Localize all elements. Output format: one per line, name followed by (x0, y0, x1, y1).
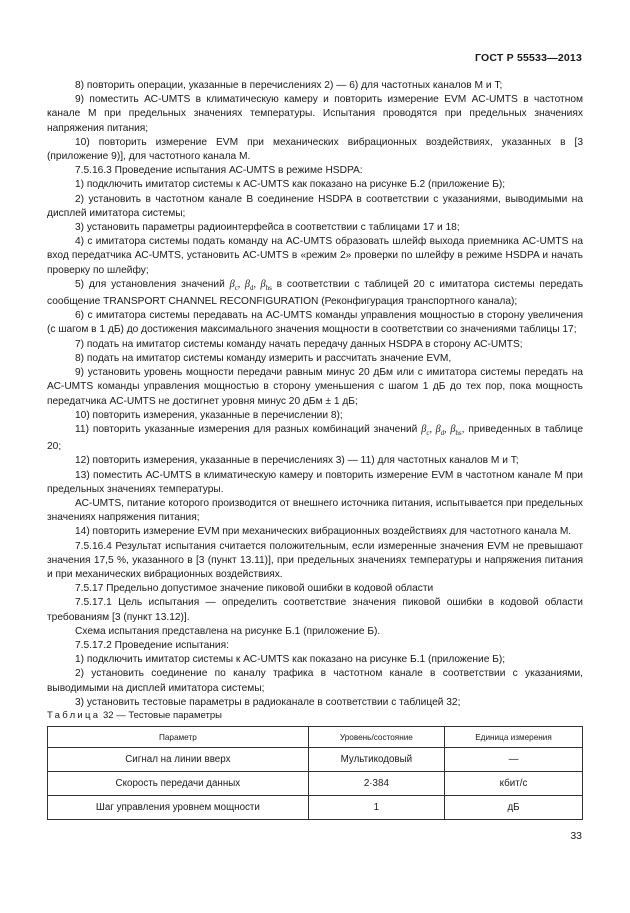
paragraph: 8) подать на имитатор системы команду измерить и рассчитать значение EVM, (75, 352, 452, 364)
paragraph: 1) подключить имитатор системы к АС-UMTS как показано на рисунке Б.2 (приложение Б); (75, 179, 506, 191)
table-cell: — (445, 748, 583, 772)
paragraph: Схема испытания представлена на рисунке Б.1 (приложение Б). (75, 625, 381, 637)
page-number: 33 (570, 830, 582, 842)
paragraph: 9) установить уровень мощности передачи равным минус 20 дБм или с имитатора системы передать на АС-UMTS команды управления мощностью в сторону уменьшения с шагом 1 дБ до тех пор, пока мощность передатчика АС-UMTS не достигнет уровня минус 20 дБм ± 1 дБ; (47, 367, 583, 407)
paragraph: 7.5.17.1 Цель испытания — определить соответствие значения пиковой ошибки в кодовой области требованиям [3 (пункт 13.12)]. (47, 597, 583, 623)
table-row (48, 748, 583, 772)
table-cell: Мультикодовый (308, 748, 444, 772)
paragraph: 2) установить в частотном канале B соединение HSDPA в соответствии с указаниями, выводимыми на дисплей имитатора системы; (47, 193, 583, 219)
paragraph: 7.5.17 Предельно допустимое значение пиковой ошибки в кодовой области (75, 583, 434, 595)
beta-symbols: $\beta_c$, $\beta_d$, $\beta_{hs}$ (229, 278, 272, 292)
table-cell: дБ (445, 796, 583, 820)
paragraph: 14) повторить измерение EVM при механических вибрационных воздействиях для частотного канала M. (75, 526, 572, 538)
paragraph: 3) установить параметры радиоинтерфейса в соответствии с таблицами 17 и 18; (75, 222, 460, 234)
paragraph: 7) подать на имитатор системы команду начать передачу данных HSDPA в сторону АС-UMTS; (75, 338, 523, 350)
table-cell: 2·384 (308, 772, 444, 796)
paragraph: 9) поместить АС-UMTS в климатическую камеру и повторить измерение EVM АС-UMTS в частотном канале M при предельных значениях температуры. Испытания проводятся при предельных значениях напряжения питания; (47, 94, 583, 134)
paragraph: 8) повторить операции, указанные в перечислениях 2) — 6) для частотных каналов M и T; (75, 80, 503, 91)
table-row (48, 772, 583, 796)
paragraph: 4) с имитатора системы подать команду на АС-UMTS образовать шлейф выхода приемника АС-UMTS на вход передатчика АС-UMTS, установить АС-UMTS в «режим 2» проверки по шлейфу в режиме HSDPA и начать проверку по шлейфу; (47, 236, 583, 276)
paragraph: 12) повторить измерения, указанные в перечислениях 3) — 11) для частотных каналов M и T; (75, 455, 519, 467)
beta-symbols: $\beta_c$, $\beta_d$, $\beta_{hs}$ (421, 423, 462, 437)
paragraph-5-beta: 5) для установления значений $\beta_c$, $\beta_d$, $\beta_{hs}$ в соответствии с таблицей 20 с имитатора системы передать сообщение TRANSPORT CHANNEL RECONFIGURATION (Реконфигурация транспортного канала); (47, 278, 584, 308)
paragraph-11-beta: 11) повторить указанные измерения для разных комбинаций значений $\beta_c$, $\beta_d$, $\beta_{hs}$, приведенных в таблице 20; (47, 423, 584, 453)
table-header-row (48, 727, 583, 748)
paragraph: 10) повторить измерение EVM при механических вибрационных воздействиях, указанных в [3 (приложение 9)], для частотного канала M. (47, 136, 583, 163)
test-parameters-table (47, 726, 583, 820)
paragraph: 10) повторить измерения, указанные в перечислении 8); (75, 409, 343, 421)
body-text (47, 79, 583, 710)
table-cell: Шаг управления уровнем мощности (48, 796, 309, 820)
table-cell: Сигнал на линии вверх (48, 748, 309, 772)
table-cell: кбит/с (445, 772, 583, 796)
standard-number: ГОСТ Р 55533—2013 (474, 52, 582, 64)
paragraph: 7.5.16.4 Результат испытания считается положительным, если измеренные значения EVM не превышают значения 17,5 %, указанного в [3 (пункт 13.11)], при предельных значениях температуры и напряжения питания и при механических вибрационных воздействиях. (47, 540, 583, 580)
table-cell: Скорость передачи данных (48, 772, 309, 796)
table-row (48, 796, 583, 820)
paragraph: АС-UMTS, питание которого производится от внешнего источника питания, испытывается при предельных значениях напряжения питания; (47, 497, 583, 524)
paragraph: 6) с имитатора системы передавать на АС-UMTS команды управления мощностью в сторону увеличения (с шагом в 1 дБ) до достижения максимального значения мощности в соответствии со значениями таблицы 17; (47, 310, 583, 336)
header-unit: Единица измерения (445, 727, 583, 748)
paragraph: 3) установить тестовые параметры в радиоканале в соответствии с таблицей 32; (75, 696, 461, 708)
paragraph: 1) подключить имитатор системы к АС-UMTS как показано на рисунке Б.1 (приложение Б); (75, 654, 506, 666)
paragraph: 7.5.17.2 Проведение испытания: (75, 639, 229, 651)
header-parameter: Параметр (48, 727, 309, 748)
paragraph: 13) поместить АС-UMTS в климатическую камеру и повторить измерение EVM в частотном канале M при предельных значениях температуры. (47, 469, 583, 495)
table-caption: Таблица 32 — Тестовые параметры (47, 710, 222, 721)
header-level: Уровень/состояние (308, 727, 444, 748)
table-cell: 1 (308, 796, 444, 820)
paragraph: 7.5.16.3 Проведение испытания АС-UMTS в режиме HSDPA: (75, 165, 363, 177)
paragraph: 2) установить соединение по каналу трафика в частотном канале в соответствии с указаниями, выводимыми на дисплей имитатора системы; (47, 668, 583, 694)
